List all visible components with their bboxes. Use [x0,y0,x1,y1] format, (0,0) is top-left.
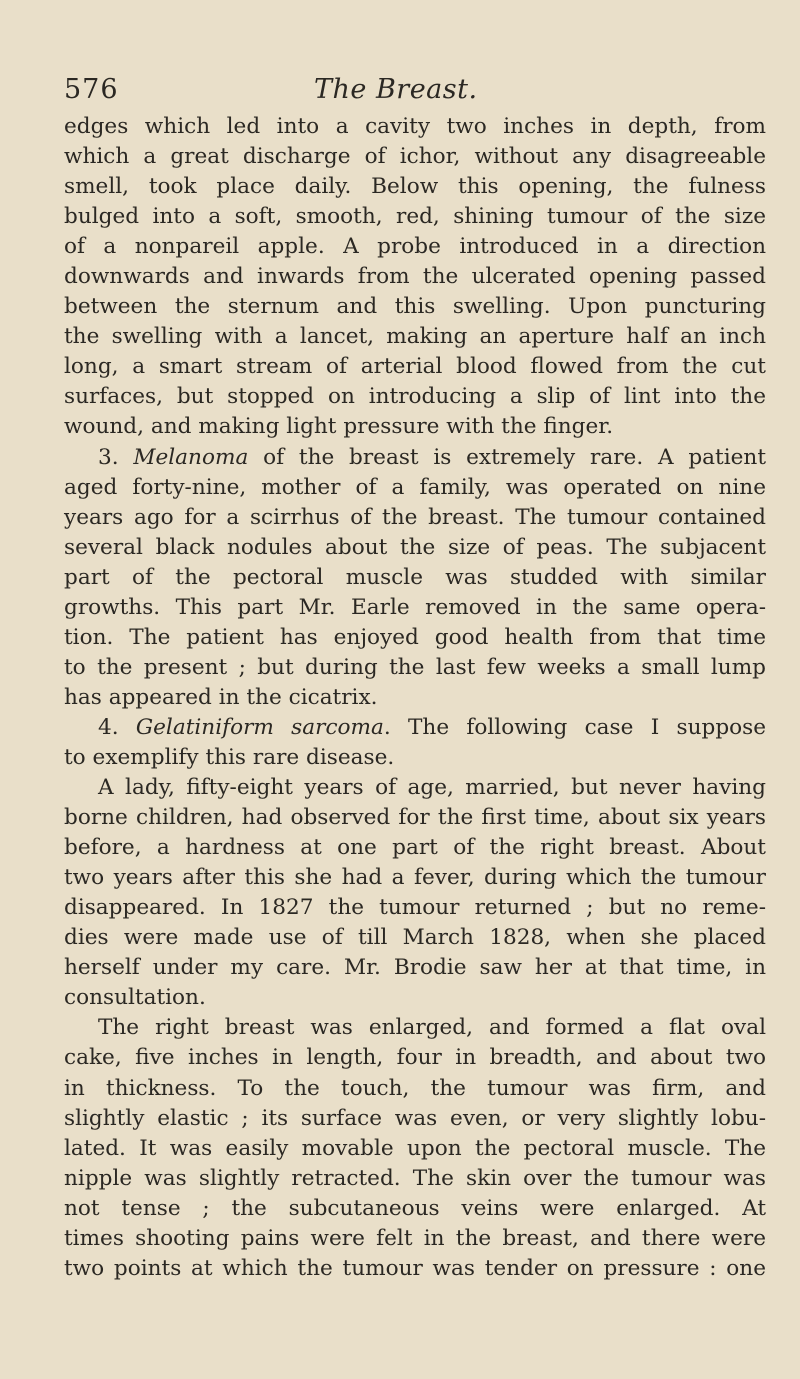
text-line: disappeared. In 1827 the tumour returned ; but no reme- [64,895,766,921]
italic-term: Gelatiniform sarcoma [135,714,384,740]
text-line: long, a smart stream of arterial blood flowed from the cut [64,354,766,380]
text-line: in thickness. To the touch, the tumour was firm, and [64,1075,766,1101]
text-line: wound, and making light pressure with the finger. [64,414,614,440]
text-line: dies were made use of till March 1828, when she placed [64,925,766,951]
text-line: not tense ; the subcutaneous veins were enlarged. At [64,1195,766,1221]
text-line: between the sternum and this swelling. Upon puncturing [64,294,766,320]
text-line: slightly elastic ; its surface was even, or very slightly lobu- [64,1105,766,1131]
italic-term: Melanoma [133,444,249,470]
text-line: two years after this she had a fever, during which the tumour [64,865,766,891]
text-line: before, a hardness at one part of the right breast. About [64,835,766,861]
text-line: lated. It was easily movable upon the pectoral muscle. The [64,1135,766,1161]
text-line: several black nodules about the size of peas. The subjacent [64,534,766,560]
text-line: nipple was slightly retracted. The skin over the tumour was [64,1165,766,1191]
text-line: borne children, had observed for the first time, about six years [64,805,766,831]
text-line: times shooting pains were felt in the breast, and there were [64,1225,766,1251]
text-line: part of the pectoral muscle was studded with similar [64,564,766,590]
text-line: The right breast was enlarged, and formed a flat oval [98,1015,766,1041]
text-line: two points at which the tumour was tender on pressure : one [64,1255,766,1281]
text-line: consultation. [64,985,206,1011]
page-number: 576 [64,74,119,105]
text-line: smell, took place daily. Below this opening, the fulness [64,174,766,200]
text-line: 4. Gelatiniform sarcoma. The following case I suppose [98,714,766,740]
text-line: downwards and inwards from the ulcerated opening passed [64,264,766,290]
text-line: years ago for a scirrhus of the breast. The tumour contained [64,504,766,530]
text-line: to the present ; but during the last few weeks a small lump [64,654,766,680]
text-line: A lady, fifty-eight years of age, married, but never having [98,775,766,801]
text-line: the swelling with a lancet, making an aperture half an inch [64,324,766,350]
text-line: has appeared in the cicatrix. [64,684,378,710]
body-text [64,112,766,1284]
text-line: edges which led into a cavity two inches in depth, from [64,114,766,139]
text-line: bulged into a soft, smooth, red, shining tumour of the size [64,204,766,230]
running-header [64,74,766,110]
text-line: cake, five inches in length, four in breadth, and about two [64,1045,766,1071]
text-line: which a great discharge of ichor, without any disagreeable [64,144,766,170]
text-line: of a nonpareil apple. A probe introduced in a direction [64,234,766,260]
text-line: surfaces, but stopped on introducing a slip of lint into the [64,384,766,410]
running-title: The Breast. [314,74,478,105]
text-line: herself under my care. Mr. Brodie saw her at that time, in [64,955,766,981]
text-line: 3. Melanoma of the breast is extremely rare. A patient [98,444,767,470]
text-line: aged forty-nine, mother of a family, was operated on nine [64,474,766,500]
text-line: to exemplify this rare disease. [64,744,395,770]
text-line: growths. This part Mr. Earle removed in the same opera- [64,594,766,620]
text-line: tion. The patient has enjoyed good health from that time [64,624,766,650]
